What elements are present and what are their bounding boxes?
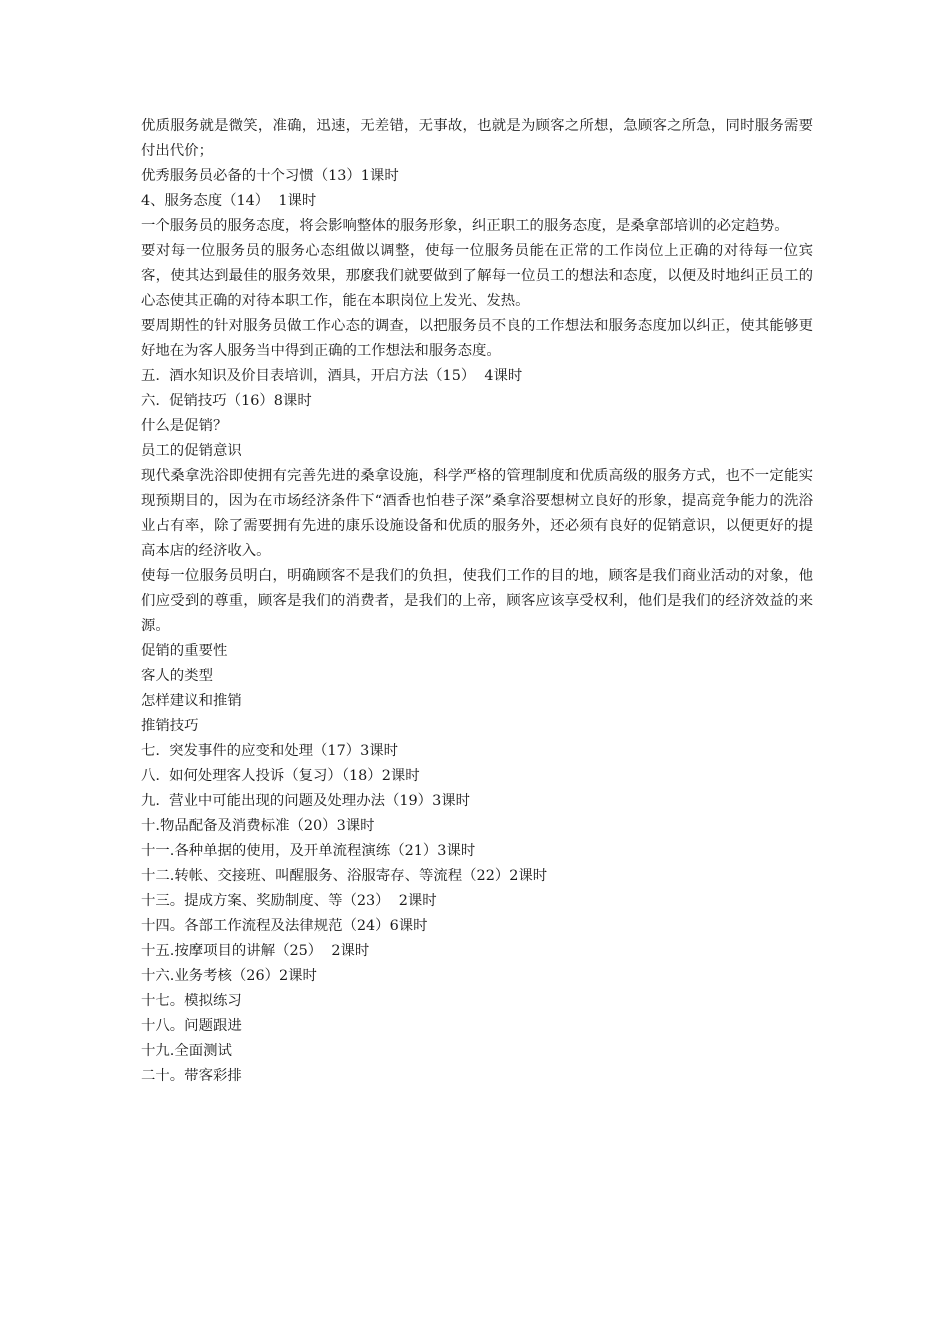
subheading-guest-types: 客人的类型 <box>141 668 213 684</box>
heading-section-18: 十八。问题跟进 <box>141 1018 242 1034</box>
heading-section-14: 十四。各部工作流程及法律规范（24）6课时 <box>141 918 428 934</box>
paragraph-attitude-impact: 一个服务员的服务态度，将会影响整体的服务形象，纠正职工的服务态度，是桑拿部培训的必定趋势。 <box>141 218 789 234</box>
heading-section-10: 十.物品配备及消费标准（20）3课时 <box>141 818 375 834</box>
subheading-sales-skills: 推销技巧 <box>141 718 199 734</box>
heading-section-5: 五. 酒水知识及价目表培训，酒具，开启方法（15） 4课时 <box>141 368 523 384</box>
subheading-promotion-awareness: 员工的促销意识 <box>141 443 242 459</box>
heading-section-6: 六. 促销技巧（16）8课时 <box>141 393 312 409</box>
heading-section-12: 十二.转帐、交接班、叫醒服务、浴服寄存、等流程（22）2课时 <box>141 868 548 884</box>
subheading-suggest-and-sell: 怎样建议和推销 <box>141 693 242 709</box>
paragraph-customers: 使每一位服务员明白，明确顾客不是我们的负担，使我们工作的目的地，顾客是我们商业活动的对象，他们应受到的尊重，顾客是我们的消费者，是我们的上帝，顾客应该享受权利，他们是我们的经济效益的来源。 <box>141 568 813 634</box>
paragraph-modern-sauna: 现代桑拿洗浴即使拥有完善先进的桑拿设施，科学严格的管理制度和优质高级的服务方式，也不一定能实现预期目的，因为在市场经济条件下“酒香也怕巷子深”桑拿浴要想树立良好的形象，提高竞争能力的洗浴业占有率，除了需要拥有先进的康乐设施设备和优质的服务外，还必须有良好的促销意识，以便更好的提高本店的经济收入。 <box>141 468 813 559</box>
heading-ten-habits: 优秀服务员必备的十个习惯（13）1课时 <box>141 168 399 184</box>
heading-section-20: 二十。带客彩排 <box>141 1068 242 1084</box>
heading-section-16: 十六.业务考核（26）2课时 <box>141 968 317 984</box>
subheading-promotion-importance: 促销的重要性 <box>141 643 228 659</box>
heading-section-7: 七. 突发事件的应变和处理（17）3课时 <box>141 743 399 759</box>
heading-service-attitude: 4、服务态度（14） 1课时 <box>141 193 317 209</box>
paragraph-attitude-survey: 要周期性的针对服务员做工作心态的调查，以把服务员不良的工作想法和服务态度加以纠正，使其能够更好地在为客人服务当中得到正确的工作想法和服务态度。 <box>141 318 813 359</box>
heading-section-17: 十七。模拟练习 <box>141 993 242 1009</box>
paragraph-quality-service: 优质服务就是微笑，准确，迅速，无差错，无事故，也就是为顾客之所想，急顾客之所急，同时服务需要付出代价； <box>141 118 813 159</box>
heading-section-13: 十三。提成方案、奖励制度、等（23） 2课时 <box>141 893 437 909</box>
subheading-what-is-promotion: 什么是促销？ <box>141 418 228 434</box>
heading-section-15: 十五.按摩项目的讲解（25） 2课时 <box>141 943 370 959</box>
paragraph-attitude-adjustment: 要对每一位服务员的服务心态组做以调整，使每一位服务员能在正常的工作岗位上正确的对待每一位宾客，使其达到最佳的服务效果，那麽我们就要做到了解每一位员工的想法和态度，以便及时地纠正员工的心态使其正确的对待本职工作，能在本职岗位上发光、发热。 <box>141 243 813 309</box>
heading-section-19: 十九.全面测试 <box>141 1043 232 1059</box>
heading-section-9: 九. 营业中可能出现的问题及处理办法（19）3课时 <box>141 793 471 809</box>
heading-section-8: 八. 如何处理客人投诉（复习）（18）2课时 <box>141 768 420 784</box>
heading-section-11: 十一.各种单据的使用，及开单流程演练（21）3课时 <box>141 843 476 859</box>
document-body <box>141 114 813 1089</box>
